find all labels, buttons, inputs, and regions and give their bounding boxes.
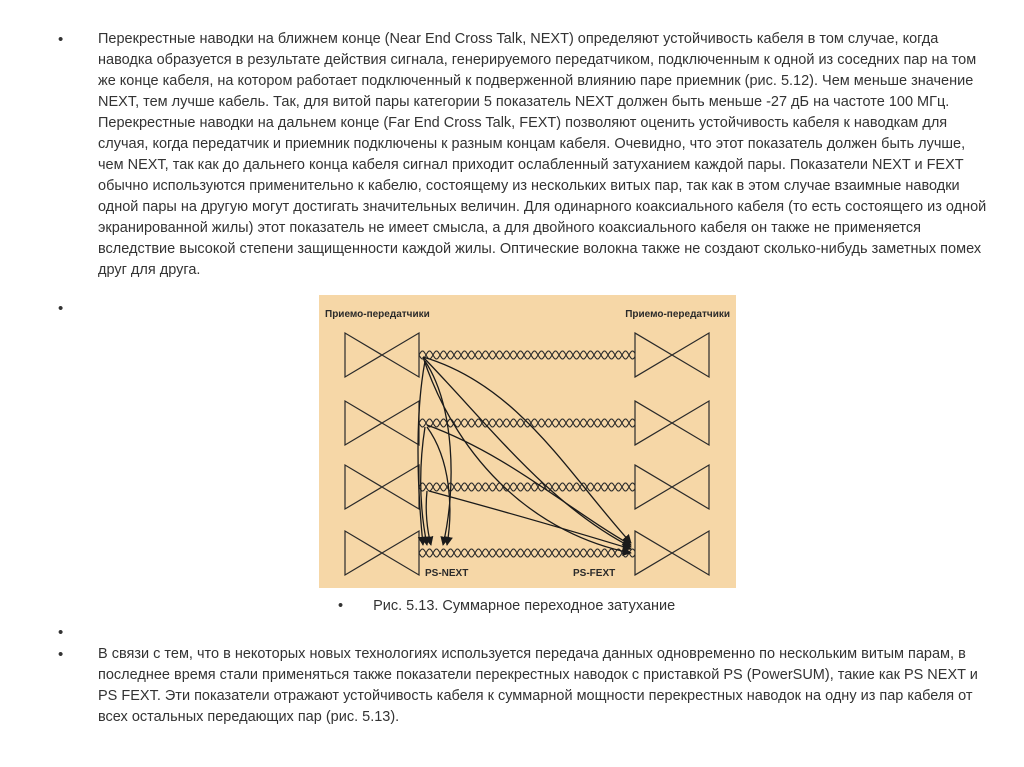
- transceiver-left-4: [345, 531, 419, 575]
- figure-caption-row: [338, 596, 675, 617]
- transceiver-left-2: [345, 401, 419, 445]
- bullet-4: •: [58, 646, 64, 663]
- ps-fext-label: PS-FEXT: [573, 568, 616, 579]
- left-transceivers-label: Приемо-передатчики: [325, 309, 430, 320]
- right-transceivers-label: Приемо-передатчики: [625, 309, 730, 320]
- crosstalk-arrows: [418, 357, 631, 553]
- caption-bullet: •: [338, 598, 344, 614]
- bullet-1: •: [58, 31, 64, 48]
- transceiver-right-1: [635, 333, 709, 377]
- crosstalk-diagram: [319, 295, 736, 588]
- crosstalk-arrow-9: [429, 491, 631, 549]
- twisted-pairs: [419, 351, 635, 557]
- figure-caption: Рис. 5.13. Суммарное переходное затухание: [373, 598, 676, 614]
- crosstalk-arrow-4: [425, 361, 451, 545]
- ps-next-label: PS-NEXT: [425, 568, 469, 579]
- right-transceivers: [635, 333, 709, 575]
- paragraph-powersum: В связи с тем, что в некоторых новых технологиях используется передача данных одновременно по нескольким витым парам, в последнее время стали применяться также показатели перекрестных наводок с приставкой PS (PowerSUM), такие как PS NEXT и PS FEXT. Эти показатели отражают устойчивость кабеля к суммарной мощности перекрестных наводок на одну из пар кабеля от всех остальных передающих пар (рис. 5.13).: [98, 646, 978, 725]
- crosstalk-arrow-3: [426, 491, 431, 545]
- transceiver-right-3: [635, 465, 709, 509]
- transceiver-left-1: [345, 333, 419, 377]
- transceiver-right-2: [635, 401, 709, 445]
- transceiver-left-3: [345, 465, 419, 509]
- bullet-2: •: [58, 300, 64, 317]
- crosstalk-arrow-10: [423, 357, 631, 553]
- figure-powersum-crosstalk: [319, 295, 736, 588]
- crosstalk-arrow-6: [423, 357, 631, 543]
- paragraph-next-fext: Перекрестные наводки на ближнем конце (Near End Cross Talk, NEXT) определяют устойчивость кабеля в том случае, когда наводка образуется в результате действия сигнала, генерируемого передатчиком, подключенным к одной из соседних пар на том же конце кабеля, на котором работает подключенный к подверженной влиянию паре приемник (рис. 5.12). Чем меньше значение NEXT, тем лучше кабель. Так, для витой пары категории 5 показатель NEXT должен быть меньше -27 дБ на частоте 100 МГц. Перекрестные наводки на дальнем конце (Far End Cross Talk, FEXT) позволяют оценить устойчивость кабеля к наводкам для случая, когда передатчик и приемник подключены к разным концам кабеля. Очевидно, что этот показатель должен быть лучше, чем NEXT, так как до дальнего конца кабеля сигнал приходит ослабленный затуханием каждой пары. Показатели NEXT и FEXT обычно используются применительно к кабелю, состоящему из нескольких витых пар, так как в этом случае взаимные наводки одной пары на другую могут достигать значительных величин. Для одинарного коаксиального кабеля (то есть состоящего из одной экранированной жилы) этот показатель не имеет смысла, а для двойного коаксиального кабеля он также не применяется вследствие высокой степени защищенности каждой жилы. Оптические волокна также не создают сколько-нибудь заметных помех друг для друга.: [98, 31, 987, 278]
- transceiver-right-4: [635, 531, 709, 575]
- bullet-3: •: [58, 624, 64, 641]
- left-transceivers: [345, 333, 419, 575]
